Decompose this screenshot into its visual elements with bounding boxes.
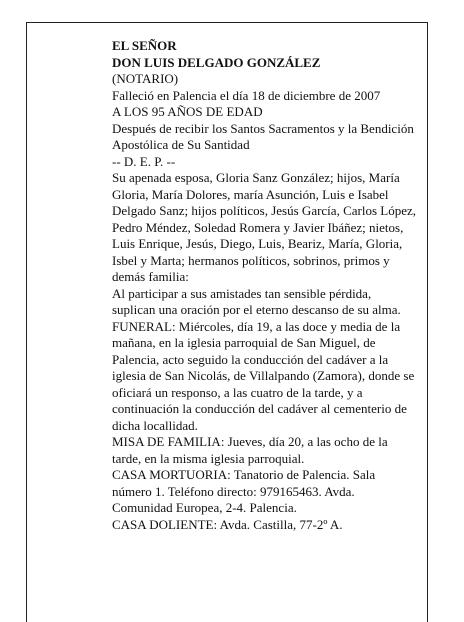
age-statement: A LOS 95 AÑOS DE EDAD: [112, 104, 263, 119]
family-mass-paragraph: MISA DE FAMILIA: Jueves, día 20, a las ocho de la tarde, en la misma iglesia parroquial.: [112, 434, 388, 466]
title-line-1: EL SEÑOR: [112, 38, 177, 53]
family-paragraph: Su apenada esposa, Gloria Sanz González; hijos, María Gloria, María Dolores, maría Asunción, Luis e Isabel Delgado Sanz; hijos políticos, Jesús García, Carlos López, Pedro Méndez, Soledad Romera y Javier Ibáñez; nietos, Luis Enrique, Jesús, Diego, Luis, Beariz, María, Gloria, Isbel y Marta; hermanos políticos, sobrinos, primos y demás familia:: [112, 170, 416, 284]
obituary-notice: [112, 38, 417, 533]
request-paragraph: Al participar a sus amistades tan sensible pérdida, suplican una oración por el eterno descanso de su alma.: [112, 285, 401, 317]
title-line-2: DON LUIS DELGADO GONZÁLEZ: [112, 54, 321, 70]
dep-line: -- D. E. P. --: [112, 153, 176, 169]
profession: (NOTARIO): [112, 71, 179, 86]
mortuary-paragraph: CASA MORTUORIA: Tanatorio de Palencia. Sala número 1. Teléfono directo: 979165463. Avda. Comunidad Europea, 2-4. Palencia.: [112, 467, 376, 515]
funeral-paragraph: FUNERAL: Miércoles, día 19, a las doce y media de la mañana, en la iglesia parroquial de San Miguel, de Palencia, acto seguido la conducción del cadáver a la iglesia de San Nicolás, de Villalpando (Zamora), donde se oficiará un responso, a las cuatro de la tarde, y a continuación la conducción del cadáver al cementerio de dicha locallidad.: [112, 318, 415, 433]
mourning-house-paragraph: CASA DOLIENTE: Avda. Castilla, 77-2º A.: [112, 516, 343, 532]
death-statement: Falleció en Palencia el día 18 de diciembre de 2007: [112, 87, 381, 103]
sacraments-statement: Después de recibir los Santos Sacramentos y la Bendición Apostólica de Su Santidad: [112, 120, 414, 152]
